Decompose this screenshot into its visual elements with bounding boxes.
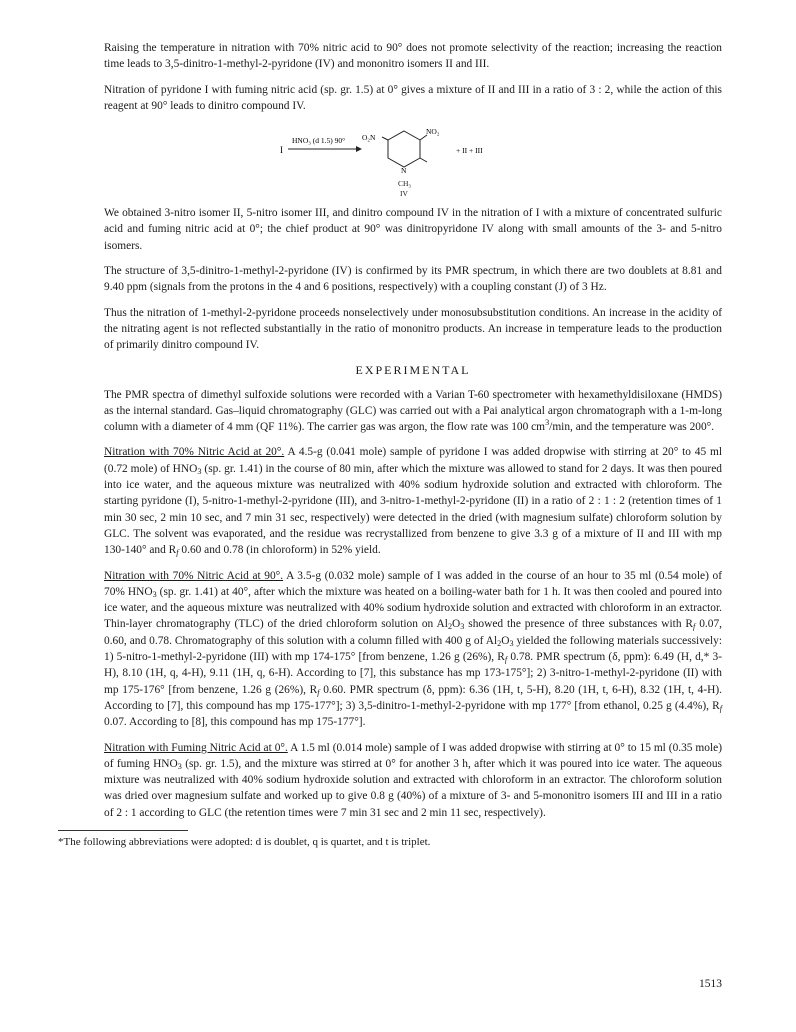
p8-rf-1: f — [693, 622, 696, 632]
p6-sup: 3 — [545, 418, 550, 428]
paragraph-7 — [104, 444, 722, 558]
reaction-scheme — [104, 123, 722, 199]
footnote: *The following abbreviations were adopted: d is doublet, q is quartet, and t is triplet. — [58, 835, 431, 848]
footnote-divider — [58, 830, 188, 831]
p7-text-b: (sp. gr. 1.41) in the course of 80 min, after which the mixture was allowed to stand for 2 days. It was then poured into ice water, and the aqueous mixture was neutralized with 40% sodium hydroxide solution and extracted with chloroform. The starting pyridone (I), 5-nitro-1-methyl-2-pyridone (III), and 3-nitro-1-methyl-2-pyridone (II) in a ratio of 2 : 1 : 2 (retention times of 1 min 30 sec, 2 min 10 sec, and 7 min 31 sec, respectively) were detected in the dried (with magnesium sulfate) chloroform solution by GLC. The solvent was evaporated, and the residue was recrystallized from benzene to give 3.3 g of a mixture of II and III with mp 130-140° and R — [104, 462, 722, 557]
p9-text-b: (sp. gr. 1.5), and the mixture was stirred at 0° for another 3 h, after which it was poured into ice water. The aqueous mixture was neutralized with 40% sodium hydroxide solution and extracted with chloroform in an extractor. The chloroform solution was dried over magnesium sulfate and worked up to give 0.8 g (40%) of a mixture of 3- and 5-mononitro isomers III and III in a ratio of 2 : 1 according to GLC (the retention times were 7 min 31 sec and 2 min 11 sec, respectively). — [104, 757, 722, 819]
scheme-ring-n: N — [401, 166, 407, 176]
paragraph-8 — [104, 568, 722, 731]
p9-heading: Nitration with Fuming Nitric Acid at 0°. — [104, 741, 288, 754]
p8-sub-3: 3 — [460, 622, 465, 632]
paragraph-5: Thus the nitration of 1-methyl-2-pyridone proceeds nonselectively under monosubsubstitution conditions. An increase in the acidity of the nitrating agent is not reflected substantially in the ratio of mononitro products. An increase in temperature leads to the production of primarily dinitro compound IV. — [104, 306, 722, 352]
p6-text-b: /min, and the temperature was 200°. — [549, 421, 715, 434]
bond-left-nitro — [382, 137, 388, 140]
p7-sub: 3 — [197, 466, 202, 476]
p7-text-a: A 4.5-g (0.041 mole) sample of pyridone I was added dropwise with stirring at 20° to 45 ml (0.72 mole) of HNO — [104, 446, 722, 475]
p8-text-e: 0.07, 0.60, and 0.78. Chromatography of this solution with a column filled with 400 g of Al — [104, 618, 723, 647]
p8-text-i: 0.78. PMR spectrum (δ, ppm): 6.49 (H, d,* 3-H), 8.10 (1H, q, 4-H), 9.11 (1H, q, 6-H). According to [7], this substance has mp 173-175°]; 2) 3-nitro-1-methyl-2-pyridone (II) with mp 175-176° [from benzene, 1.26 g (26%), R — [104, 651, 722, 696]
p9-text-a: A 1.5 ml (0.014 mole) sample of I was added dropwise with stirring at 0° to 15 ml (0.35 mole) of fuming HNO — [104, 741, 722, 770]
scheme-arrow-head — [356, 146, 362, 152]
paragraph-2: Nitration of pyridone I with fuming nitric acid (sp. gr. 1.5) at 0° gives a mixture of II and III in a ratio of 3 : 2, while the action of this reagent at 90° leads to dinitro compound IV. — [104, 83, 722, 112]
reaction-scheme-drawing — [104, 123, 722, 179]
paragraph-3: We obtained 3-nitro isomer II, 5-nitro isomer III, and dinitro compound IV in the nitration of I with a mixture of concentrated sulfuric acid and fuming nitric acid at 0°; the chief product at 90° was dinitropyridone IV along with small amounts of the 3- and 5-nitro isomers. — [104, 207, 722, 252]
p7-heading: Nitration with 70% Nitric Acid at 20°. — [104, 446, 285, 459]
p6-text-a: The PMR spectra of dimethyl sulfoxide solutions were recorded with a Varian T-60 spectrometer with hexamethyldisiloxane (HMDS) as the internal standard. Gas–liquid chromatography (GLC) was carried out with a Pai analytical argon chromatograph with a 1-m-long column with a diameter of 4 mm (QF 11%). The carrier gas was argon, the flow rate was 100 cm — [104, 388, 722, 434]
p8-sub-5: 3 — [509, 638, 514, 648]
p8-rf-2: f — [504, 655, 508, 665]
paragraph-9 — [104, 740, 722, 821]
scheme-left-group: O₂N — [362, 133, 376, 143]
p8-text-c: O — [452, 618, 461, 631]
p8-text-b: (sp. gr. 1.41) at 40°, after which the mixture was heated on a boiling-water bath for 1 h. It was then cooled and poured into ice water, and the aqueous mixture was neutralized with 40% sodium hydroxide solution and extracted with chloroform in an extractor. Thin-layer chromatography (TLC) of the dried chloroform solution on Al — [104, 585, 723, 631]
scheme-right-group: NO₂ — [426, 127, 440, 137]
p8-text-k: 0.07. According to [8], this compound has mp 175-177°]. — [104, 716, 366, 729]
p8-sub-2: 2 — [447, 622, 453, 632]
p8-text-a: A 3.5-g (0.032 mole) sample of I was added in the course of an hour to 35 ml (0.54 mole) of 70% HNO — [104, 569, 722, 598]
p8-rf-3: f — [317, 687, 320, 697]
scheme-product-label: IV — [400, 189, 408, 199]
p8-text-h: yielded the following materials successively: 1) 5-nitro-1-methyl-2-pyridone (III) with mp 174-175° [from benzene, 1.26 g (26%), R — [104, 634, 722, 664]
p8-rf-4: f — [719, 703, 722, 713]
paragraph-6 — [104, 387, 722, 436]
section-heading-experimental: EXPERIMENTAL — [355, 362, 471, 377]
scheme-reagent: HNO₃ (d 1.5) 90° — [292, 136, 346, 146]
p7-rf: f — [176, 548, 179, 558]
paragraph-1: Raising the temperature in nitration with 70% nitric acid to 90° does not promote selectivity of the reaction; increasing the reaction time leads to 3,5-dinitro-1-methyl-2-pyridone (IV) and mononitro isomers II and III. — [104, 42, 722, 71]
p7-text-c: 0.60 and 0.78 (in chloroform) in 52% yield. — [178, 544, 381, 557]
pyridone-ring — [388, 131, 420, 167]
scheme-reactant: I — [280, 145, 283, 156]
paragraph-4: The structure of 3,5-dinitro-1-methyl-2-pyridone (IV) is confirmed by its PMR spectrum, in which there are two doublets at 8.81 and 9.40 ppm (signals from the protons in the 4 and 6 positions, respectively) with a coupling constant (J) of 3 Hz. — [104, 265, 722, 294]
p8-text-g: O — [501, 634, 510, 647]
p9-sub: 3 — [177, 761, 182, 771]
p8-heading: Nitration with 70% Nitric Acid at 90°. — [104, 569, 284, 582]
scheme-plus-others: + II + III — [456, 146, 483, 156]
p8-text-j: 0.60. PMR spectrum (δ, ppm): 6.36 (1H, t, 5-H), 8.20 (1H, t, 6-H), 8.32 (1H, t, 4-H). According to [7], this compound has mp 175-177°]; 3) 3,5-dinitro-1-methyl-2-pyridone with mp 177° [from ethanol, 0.25 g (4.4%), R — [104, 683, 723, 712]
scheme-methyl: CH₃ — [398, 179, 412, 189]
bond-carbonyl — [420, 158, 427, 162]
page-number: 1513 — [699, 978, 722, 990]
p8-sub-4: 2 — [497, 638, 502, 648]
p8-text-d: showed the presence of three substances with R — [464, 618, 694, 631]
p8-sub-1: 3 — [152, 589, 157, 599]
